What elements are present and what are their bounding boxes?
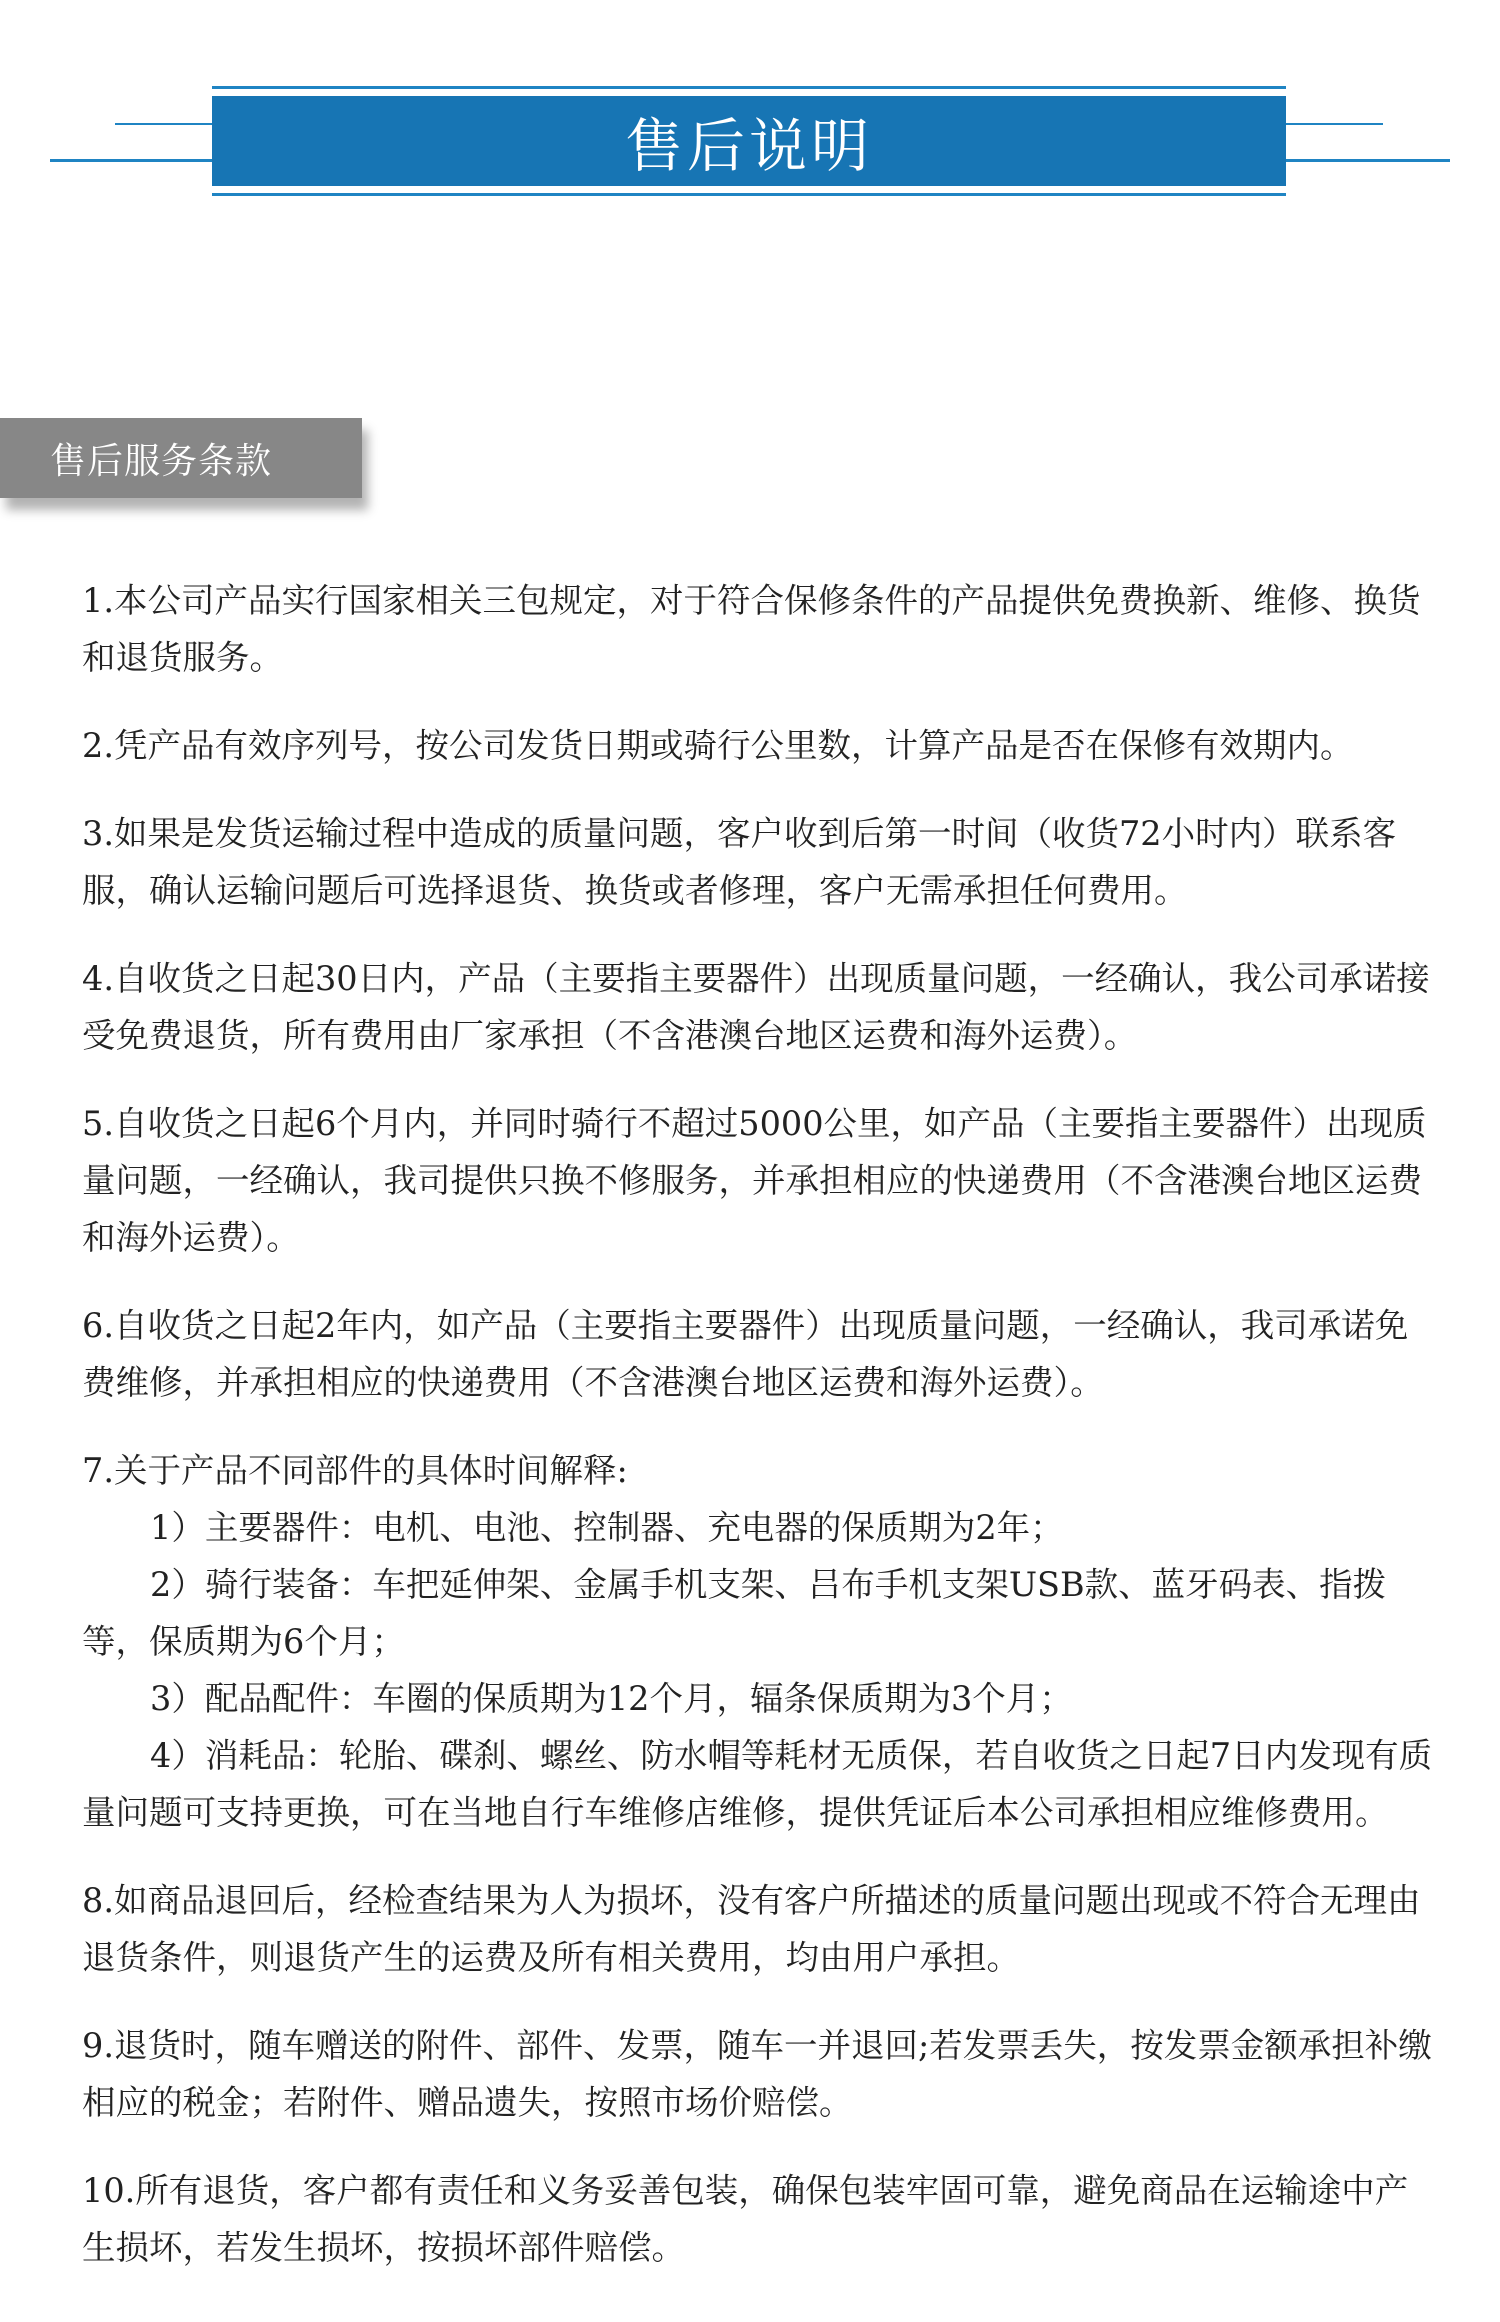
- banner-rule-short-left: [115, 123, 212, 125]
- section-title: 售后服务条款: [50, 440, 273, 482]
- term-sub-item: 1）主要器件：电机、电池、控制器、充电器的保质期为2年；: [150, 1508, 1064, 1547]
- terms-list: [82, 572, 1434, 2307]
- term-item: 5.自收货之日起6个月内，并同时骑行不超过5000公里，如产品（主要指主要器件）出现质量问题，一经确认，我司提供只换不修服务，并承担相应的快递费用（不含港澳台地区运费和海外运费）。: [82, 1104, 1427, 1257]
- term-item: 1.本公司产品实行国家相关三包规定，对于符合保修条件的产品提供免费换新、维修、换货和退货服务。: [82, 581, 1421, 677]
- banner-frame-bottom: [212, 193, 1286, 196]
- term-item: 4.自收货之日起30日内，产品（主要指主要器件）出现质量问题，一经确认，我公司承诺接受免费退货，所有费用由厂家承担（不含港澳台地区运费和海外运费）。: [82, 959, 1430, 1055]
- banner-frame-top: [212, 86, 1286, 89]
- term-sub-item: 3）配品配件：车圈的保质期为12个月，辐条保质期为3个月；: [150, 1679, 1073, 1718]
- term-sub-item: 4）消耗品：轮胎、碟刹、螺丝、防水帽等耗材无质保，若自收货之日起7日内发现有质量问题可支持更换，可在当地自行车维修店维修，提供凭证后本公司承担相应维修费用。: [82, 1736, 1433, 1832]
- banner-rule-left: [50, 159, 212, 162]
- term-item: 7.关于产品不同部件的具体时间解释:: [82, 1451, 628, 1490]
- header-banner: [0, 0, 1500, 220]
- section-tab: [0, 418, 362, 498]
- page-title: 售后说明: [624, 112, 873, 180]
- page-title-box: [212, 96, 1286, 186]
- term-item: 3.如果是发货运输过程中造成的质量问题，客户收到后第一时间（收货72小时内）联系客服，确认运输问题后可选择退货、换货或者修理，客户无需承担任何费用。: [82, 814, 1397, 910]
- term-item: 9.退货时，随车赠送的附件、部件、发票，随车一并退回;若发票丢失，按发票金额承担补缴相应的税金；若附件、赠品遗失，按照市场价赔偿。: [82, 2026, 1432, 2122]
- banner-rule-right: [1286, 159, 1450, 162]
- term-sub-item: 2）骑行装备：车把延伸架、金属手机支架、吕布手机支架USB款、蓝牙码表、指拨等，保质期为6个月；: [82, 1565, 1387, 1661]
- term-item: 2.凭产品有效序列号，按公司发货日期或骑行公里数，计算产品是否在保修有效期内。: [82, 726, 1354, 765]
- term-item: 10.所有退货，客户都有责任和义务妥善包装，确保包装牢固可靠，避免商品在运输途中产生损坏，若发生损坏，按损坏部件赔偿。: [82, 2171, 1409, 2267]
- term-item: 6.自收货之日起2年内，如产品（主要指主要器件）出现质量问题，一经确认，我司承诺免费维修，并承担相应的快递费用（不含港澳台地区运费和海外运费）。: [82, 1306, 1409, 1402]
- term-item: 8.如商品退回后，经检查结果为人为损坏，没有客户所描述的质量问题出现或不符合无理由退货条件，则退货产生的运费及所有相关费用，均由用户承担。: [82, 1881, 1421, 1977]
- banner-rule-short-right: [1286, 123, 1383, 125]
